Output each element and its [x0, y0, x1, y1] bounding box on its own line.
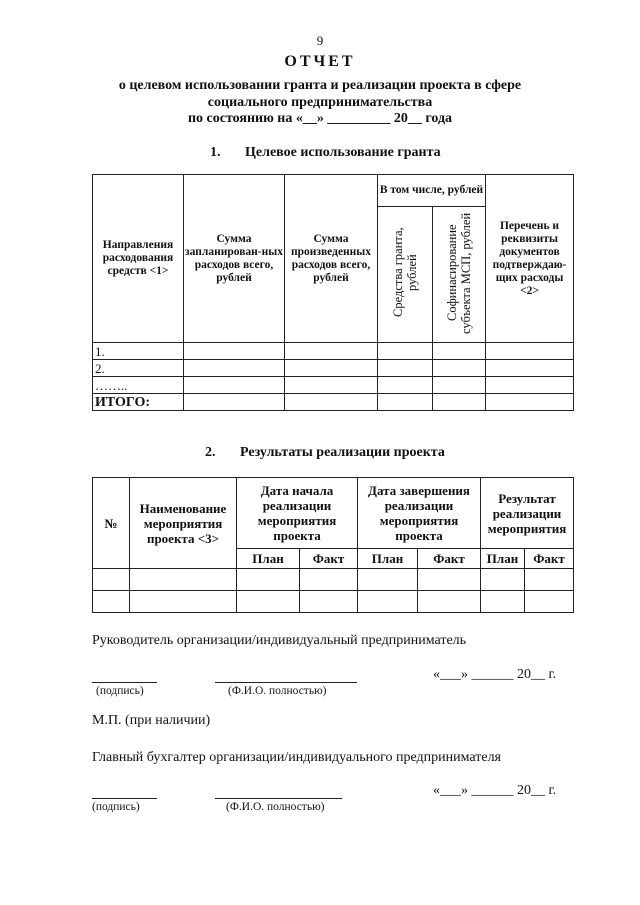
accountant-label: Главный бухгалтер организации/индивидуального предпринимателя	[92, 750, 502, 765]
header-plan: План	[481, 549, 525, 569]
header-start-date: Дата начала реализации мероприятия проекта	[237, 478, 358, 549]
table-cell	[433, 343, 486, 360]
fio-caption: (Ф.И.О. полностью)	[228, 685, 327, 697]
header-planned: Сумма запланирован-ных расходов всего, рублей	[184, 175, 285, 343]
table-cell	[358, 569, 418, 591]
table-cell	[433, 377, 486, 394]
section2-number: 2.	[205, 445, 216, 460]
report-title: ОТЧЕТ	[284, 53, 356, 70]
table-cell	[481, 569, 525, 591]
table-cell	[184, 360, 285, 377]
header-documents: Перечень и реквизиты документов подтверждаю-щих расходы <2>	[486, 175, 574, 343]
head-label: Руководитель организации/индивидуальный предприниматель	[92, 633, 467, 648]
table-cell	[378, 343, 433, 360]
table-row-label: 1.	[93, 343, 184, 360]
header-number: №	[93, 478, 130, 569]
table-cell	[418, 591, 481, 613]
table-cell	[486, 377, 574, 394]
signature-caption: (подпись)	[96, 685, 144, 697]
fio-line	[215, 682, 357, 683]
table-cell	[378, 377, 433, 394]
header-actual: Сумма произведенных расходов всего, рублей	[285, 175, 378, 343]
subtitle-line-3: по состоянию на «__» _________ 20__ года	[187, 111, 453, 126]
header-cofinancing: Софинасирование субъекта МСП, рублей	[433, 207, 486, 343]
table-row-label: ……..	[93, 377, 184, 394]
section1-title: Целевое использование гранта	[245, 145, 441, 160]
section2-title: Результаты реализации проекта	[240, 445, 445, 460]
table-cell	[525, 591, 574, 613]
section1-number: 1.	[210, 145, 221, 160]
table-cell	[378, 394, 433, 411]
table-cell	[300, 569, 358, 591]
header-including: В том числе, рублей	[378, 175, 486, 207]
signature-caption: (подпись)	[92, 801, 140, 813]
table-cell	[300, 591, 358, 613]
table-cell	[486, 343, 574, 360]
table-cell	[525, 569, 574, 591]
header-end-date: Дата завершения реализации мероприятия проекта	[358, 478, 481, 549]
table-cell	[184, 343, 285, 360]
subtitle-line-2: социального предпринимательства	[207, 95, 433, 110]
table-cell	[486, 360, 574, 377]
fio-line	[215, 798, 342, 799]
grant-usage-table	[92, 174, 574, 411]
stamp-label: М.П. (при наличии)	[92, 713, 211, 728]
page-number: 9	[316, 33, 324, 48]
header-event-name: Наименование мероприятия проекта <3>	[130, 478, 237, 569]
subtitle-line-1: о целевом использовании гранта и реализации проекта в сфере	[118, 78, 522, 93]
table-cell	[285, 343, 378, 360]
signature-line	[92, 682, 157, 683]
header-fact: Факт	[525, 549, 574, 569]
table-cell	[184, 377, 285, 394]
table-cell	[358, 591, 418, 613]
table-cell	[433, 394, 486, 411]
table-cell	[93, 569, 130, 591]
signature-line	[92, 798, 157, 799]
header-directions: Направления расходования средств <1>	[93, 175, 184, 343]
table-cell	[237, 591, 300, 613]
header-plan: План	[358, 549, 418, 569]
table-cell	[184, 394, 285, 411]
table-cell	[237, 569, 300, 591]
table-cell	[418, 569, 481, 591]
header-fact: Факт	[300, 549, 358, 569]
table-cell	[486, 394, 574, 411]
header-fact: Факт	[418, 549, 481, 569]
table-row-label: 2.	[93, 360, 184, 377]
date-field: «___» ______ 20__ г.	[433, 667, 557, 682]
table-row-total: ИТОГО:	[93, 394, 184, 411]
header-plan: План	[237, 549, 300, 569]
table-cell	[433, 360, 486, 377]
date-field: «___» ______ 20__ г.	[433, 783, 557, 798]
header-grant-funds: Средства гранта, рублей	[378, 207, 433, 343]
table-cell	[130, 569, 237, 591]
table-cell	[285, 394, 378, 411]
table-cell	[285, 360, 378, 377]
table-cell	[378, 360, 433, 377]
project-results-table	[92, 477, 574, 613]
table-cell	[285, 377, 378, 394]
table-cell	[93, 591, 130, 613]
table-cell	[481, 591, 525, 613]
table-cell	[130, 591, 237, 613]
fio-caption: (Ф.И.О. полностью)	[226, 801, 325, 813]
header-result: Результат реализации мероприятия	[481, 478, 574, 549]
